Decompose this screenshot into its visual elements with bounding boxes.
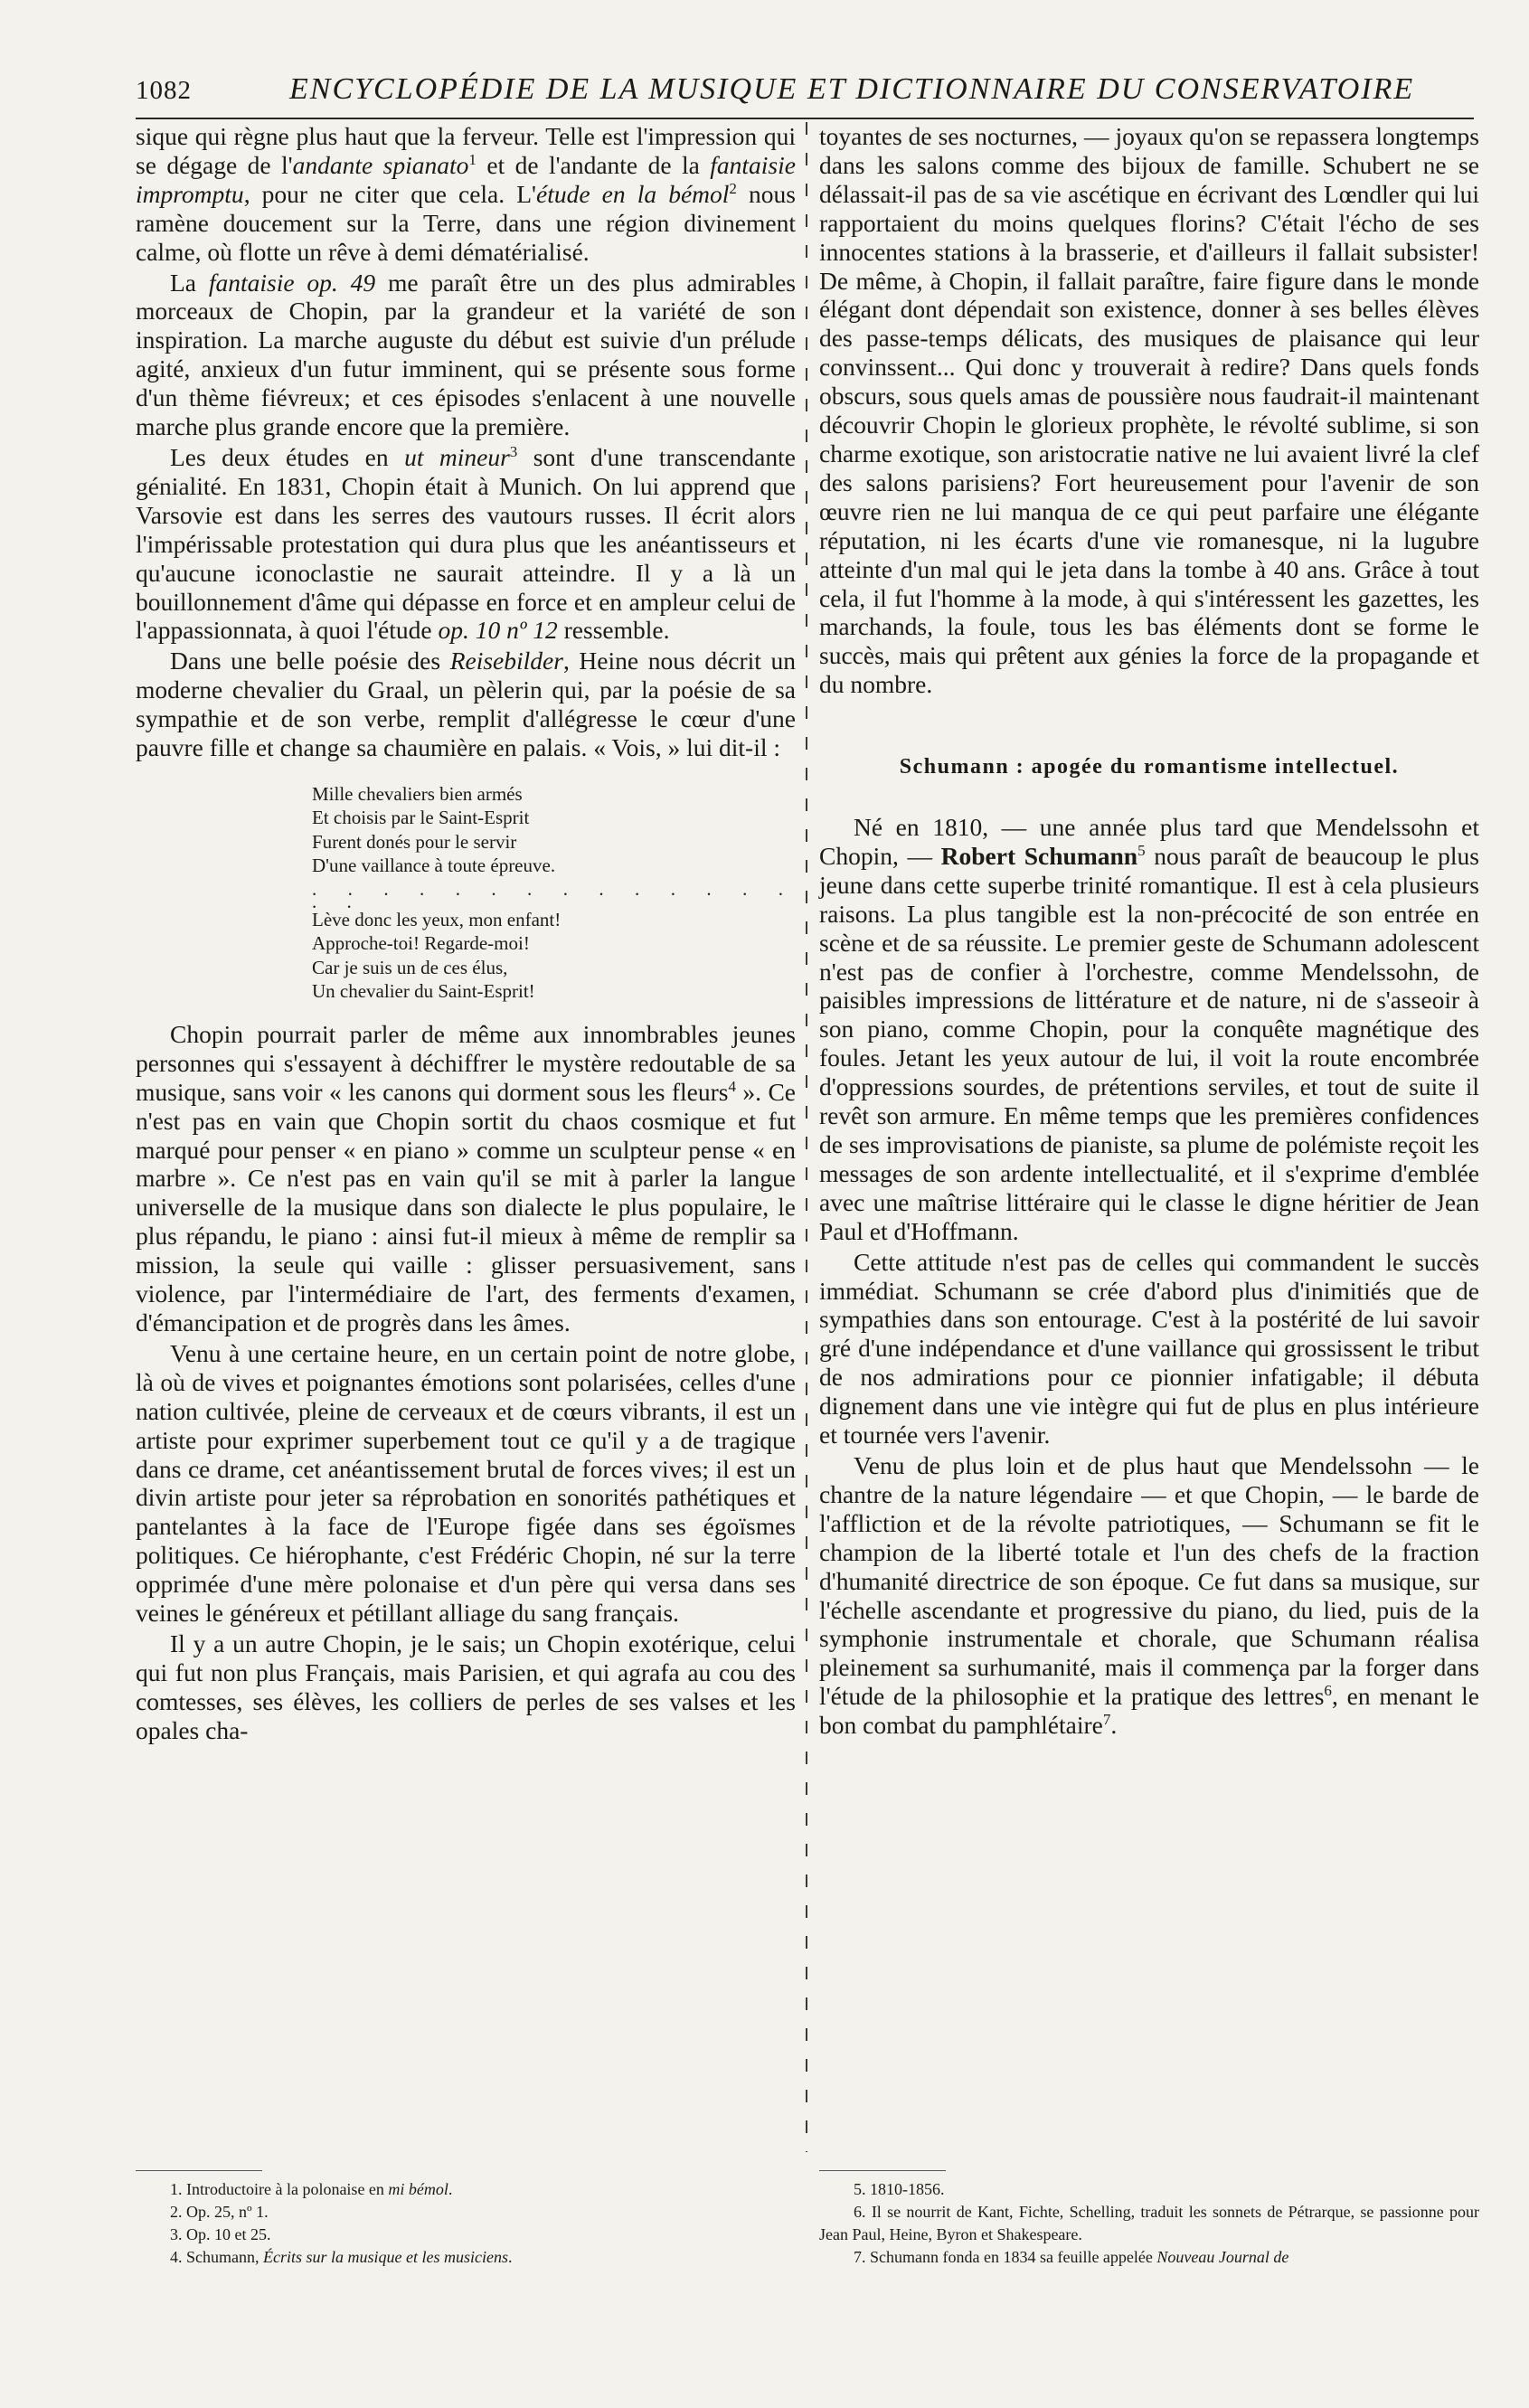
paragraph: Venu à une certaine heure, en un certain point de notre globe, là où de vives et poignantes émotions sont polarisées, celles d'une nation cultivée, pleine de cerveaux et de cœurs vibrants, il est un artiste pour exprimer superbement tout ce qu'il y a de tragique dans ce drame, cet anéantissement brutal de forces vives; il est un divin artiste pour jeter sa réprobation en sonorités pathétiques et pantelantes à la face de l'Europe figée dans ses égoïsmes politiques. Ce hiérophante, c'est Frédéric Chopin, né sur la terre opprimée d'une mère polonaise et d'un père qui versa dans ses veines le généreux et pétillant alliage du sang français. — [136, 1338, 796, 1628]
footnote-rule — [136, 2170, 262, 2171]
footnote-italic: mi bémol — [388, 2180, 448, 2198]
footnote — [136, 2178, 796, 2201]
text-run: ressemble. — [557, 616, 670, 645]
footnote-text: Op. 10 et 25. — [186, 2225, 271, 2243]
work-title: andante spianato — [292, 150, 469, 179]
footnote-number: 1. — [170, 2180, 183, 2198]
text-run: me paraît être un des plus admirables morceaux de Chopin, par la grandeur et la variété de son inspiration. La marche auguste du début est suivie d'un prélude agité, anxieux d'un futur imminent, qui se présente sous forme d'un thème fiévreux; et ces épisodes s'enlacent à une nouvelle marche plus grande encore que la première. — [136, 268, 796, 441]
footnote-italic: Écrits sur la musique et les musiciens — [263, 2248, 508, 2266]
footnote — [819, 2246, 1479, 2269]
poem-line: Mille chevaliers bien armés — [312, 782, 523, 805]
text-run: et de l'andante de la — [476, 150, 711, 179]
section-heading: Schumann : apogée du romantisme intellectuel. — [899, 755, 1400, 779]
footnote-rule — [819, 2170, 946, 2171]
footnotes-right — [819, 2170, 1479, 2269]
footnote-italic: Nouveau Journal de — [1156, 2248, 1289, 2266]
paragraph — [136, 443, 796, 645]
footnote-ref: 5 — [1137, 841, 1146, 859]
footnote — [819, 2178, 1479, 2201]
footnote — [136, 2224, 796, 2246]
text-run: , en menant le bon combat du pamphlétaire — [819, 1682, 1479, 1740]
poem-quote — [312, 782, 796, 1004]
left-column — [136, 122, 796, 1745]
footnote-text: 1810-1856. — [870, 2180, 945, 2198]
footnote-text: Introductoire à la polonaise en — [186, 2180, 389, 2198]
footnote — [136, 2201, 796, 2224]
text-run: , pour ne citer que cela. L' — [243, 179, 536, 208]
work-title: op. 10 nº 12 — [438, 616, 558, 645]
work-title: fantaisie op. 49 — [208, 268, 376, 297]
right-column — [819, 122, 1479, 1740]
footnote-number: 2. — [170, 2203, 183, 2221]
footnote-ref: 4 — [728, 1077, 736, 1095]
text-run: nous paraît de beaucoup le plus jeune dans cette superbe trinité romantique. Il est à cela plusieurs raisons. La plus tangible est la non-précocité de son entrée en scène et de sa réussite. Le premier geste de Schumann adolescent n'est pas de confier à l'orchestre, comme Mendelssohn, de paisibles impressions de littérature et de nature, ni de s'asseoir à son piano, comme Chopin, pour la conquête magnétique des foules. Jetant les yeux autour de lui, il voit la route encombrée d'oppressions sourdes, de prétentions serviles, et tout de suite il revêt son armure. En même temps que les premières confidences de ses improvisations de pianiste, sa plume de polémiste reçoit les messages de son ardente intellectualité, et il s'exprime d'emblée avec une maîtrise littéraire qui le classe le digne héritier de Jean Paul et d'Hoffmann. — [819, 841, 1479, 1245]
poem-line: Et choisis par le Saint-Esprit — [312, 807, 530, 829]
paragraph — [136, 1020, 796, 1337]
poem-line: Lève donc les yeux, mon enfant! — [312, 908, 562, 930]
paragraph — [136, 647, 796, 762]
footnote-number: 4. — [170, 2248, 183, 2266]
column-divider — [806, 122, 807, 2152]
poem-line: Furent donés pour le servir — [312, 830, 517, 853]
footnote-ref: 2 — [729, 179, 737, 197]
poem-stanza — [312, 782, 796, 878]
footnote-number: 3. — [170, 2225, 183, 2243]
footnote-text: . — [507, 2248, 513, 2266]
work-title: étude en la bémol — [536, 179, 730, 208]
text-run: sont d'une transcendante génialité. En 1831, Chopin était à Munich. On lui apprend que Varsovie est dans les serres des vautours russes. Il écrit alors l'impérissable protestation qui dura plus que les anéantisseurs et qu'aucune iconoclastie ne saurait atteindre. Il y a là un bouillonnement d'âme qui dépasse en force et en ampleur celui de l'appassionnata, à quoi l'étude — [136, 442, 796, 645]
footnote-text: Op. 25, nº 1. — [186, 2203, 269, 2221]
footnote-text: Il se nourrit de Kant, Fichte, Schelling, traduit les sonnets de Pétrarque, se passionne pour Jean Paul, Heine, Byron et Shakespeare. — [819, 2203, 1480, 2243]
text-run: . — [1110, 1711, 1118, 1740]
text-run: Chopin pourrait parler de même aux innombrables jeunes personnes qui s'essayent à déchiffrer le mystère redoutable de sa musique, sans voir « les canons qui dorment sous les fleurs — [136, 1019, 796, 1106]
footnote-number: 7. — [854, 2248, 866, 2266]
text-run: sique qui règne plus haut que la ferveur. Telle est l'impression qui se dégage de l' — [136, 122, 796, 179]
footnote — [136, 2246, 796, 2269]
footnote — [819, 2201, 1479, 2246]
paragraph — [136, 122, 796, 267]
ellipsis-dots: . . . . . . . . . . . . . . . . — [312, 877, 796, 912]
text-run: Les deux études en — [170, 442, 405, 471]
text-run: La — [170, 268, 209, 297]
running-title: ENCYCLOPÉDIE DE LA MUSIQUE ET DICTIONNAIRE DU CONSERVATOIRE — [289, 72, 1415, 106]
footnote-ref: 7 — [1102, 1710, 1111, 1728]
page-number: 1082 — [136, 76, 192, 105]
poem-line: D'une vaillance à toute épreuve. — [312, 855, 556, 877]
poem-line: Car je suis un de ces élus, — [312, 956, 508, 978]
text-run: Dans une belle poésie des — [170, 647, 450, 675]
paragraph — [819, 1451, 1479, 1740]
paragraph — [819, 813, 1479, 1246]
footnote-number: 5. — [854, 2180, 866, 2198]
composer-name: Robert Schumann — [940, 841, 1138, 870]
poem-line: Un chevalier du Saint-Esprit! — [312, 980, 535, 1003]
paragraph: toyantes de ses nocturnes, — joyaux qu'on se repassera longtemps dans les salons comme des bijoux de famille. Schubert ne se délassait-il pas de sa vie ascétique en écrivant des Lœndler qui lui rapportaient du moins quelques florins? C'était l'écho de ses innocentes stations à la brasserie, et d'ailleurs il fallait subsister! De même, à Chopin, il fallait paraître, faire figure dans le monde élégant dont dépendait son existence, donner à ses belles élèves des passe-temps délicats, des musiques de plaisance qui leur convinssent... Qui donc y trouverait à redire? Dans quels fonds obscurs, sous quels amas de poussière nous faudrait-il maintenant découvrir Chopin le glorieux prophète, le révolté sublime, si son charme exotique, son aristocratie native ne lui avaient livré la clef des salons parisiens? Fort heureusement pour l'avenir de son œuvre rien ne lui manqua de ce qui peut parfaire une élégante réputation, ni les écarts d'une vie romanesque, ni la lugubre atteinte d'un mal qui le jeta dans la tombe à 40 ans. Grâce à tout cela, il fut l'homme à la mode, à qui s'intéressent les gazettes, les marchands, la foule, tous les bas éléments dont se forme le succès, mais qui prêtent aux génies la force de la propagande et du nombre. — [819, 122, 1479, 699]
paragraph: Cette attitude n'est pas de celles qui commandent le succès immédiat. Schumann se crée d'abord plus d'inimitiés que de sympathies dans son entourage. C'est à la postérité de lui savoir gré d'une indépendance et d'une vaillance qui grossissent le tribut de nos admirations pour ce pionnier infatigable; il débuta dignement dans une vie intègre qui fut de plus en plus intérieure et tournée vers l'avenir. — [819, 1247, 1479, 1450]
text-run: Venu de plus loin et de plus haut que Mendelssohn — le chantre de la nature légendaire — et que Chopin, — le barde de l'affliction et de la révolte patriotiques, — Schumann se fit le champion de la liberté totale et l'un des chefs de la fraction d'humanité directrice de son époque. Ce fut dans sa musique, sur l'échelle ascendante et progressive du piano, du lied, puis de la symphonie instrumentale et chorale, que Schumann réalisa pleinement sa surhumanité, mais il commença par la forger dans l'étude de la philosophie et la pratique des lettres — [819, 1450, 1479, 1711]
paragraph — [136, 269, 796, 441]
work-title: ut mineur — [404, 442, 510, 471]
footnote-ref: 6 — [1324, 1682, 1332, 1700]
work-title: fantaisie impromptu — [136, 150, 796, 208]
poem-line: Approche-toi! Regarde-moi! — [312, 932, 530, 955]
paragraph: Il y a un autre Chopin, je le sais; un Chopin exotérique, celui qui fut non plus Français, mais Parisien, et qui agrafa au cou des comtesses, ses élèves, les colliers de perles de ses valses et les opales cha- — [136, 1629, 796, 1744]
text-run: Né en 1810, — une année plus tard que Mendelssohn et Chopin, — — [819, 813, 1479, 870]
page-header — [136, 72, 1474, 119]
poem-stanza — [312, 908, 796, 1004]
footnotes-left — [136, 2170, 796, 2269]
footnote-text: . — [448, 2180, 453, 2198]
work-title: Reisebilder — [449, 647, 563, 675]
footnote-ref: 3 — [509, 442, 518, 460]
text-run: nous ramène doucement sur la Terre, dans une région divinement calme, où flotte un rêve à demi dématérialisé. — [136, 179, 796, 266]
footnote-text: Schumann fonda en 1834 sa feuille appelée — [870, 2248, 1157, 2266]
text-run: , Heine nous décrit un moderne chevalier du Graal, un pèlerin qui, par la poésie de sa sympathie et de son verbe, remplit d'allégresse le cœur d'une pauvre fille et change sa chaumière en palais. « Vois, » lui dit-il : — [136, 647, 797, 762]
footnote-ref: 1 — [468, 150, 477, 168]
text-run: ». Ce n'est pas en vain que Chopin sortit du chaos cosmique et fut marqué pour penser « en piano » comme un sculpteur pense « en marbre ». Ce n'est pas en vain qu'il se mit à parler la langue universelle de la musique dans son dialecte le plus populaire, le plus répandu, le piano : ainsi fut-il mieux à même de remplir sa mission, la seule qui vaille : glisser persuasivement, sans violence, par l'intermédiaire de l'art, des ferments d'examen, d'émancipation et de progrès dans les âmes. — [136, 1077, 796, 1336]
footnote-text: Schumann, — [186, 2248, 263, 2266]
footnote-number: 6. — [854, 2203, 866, 2221]
